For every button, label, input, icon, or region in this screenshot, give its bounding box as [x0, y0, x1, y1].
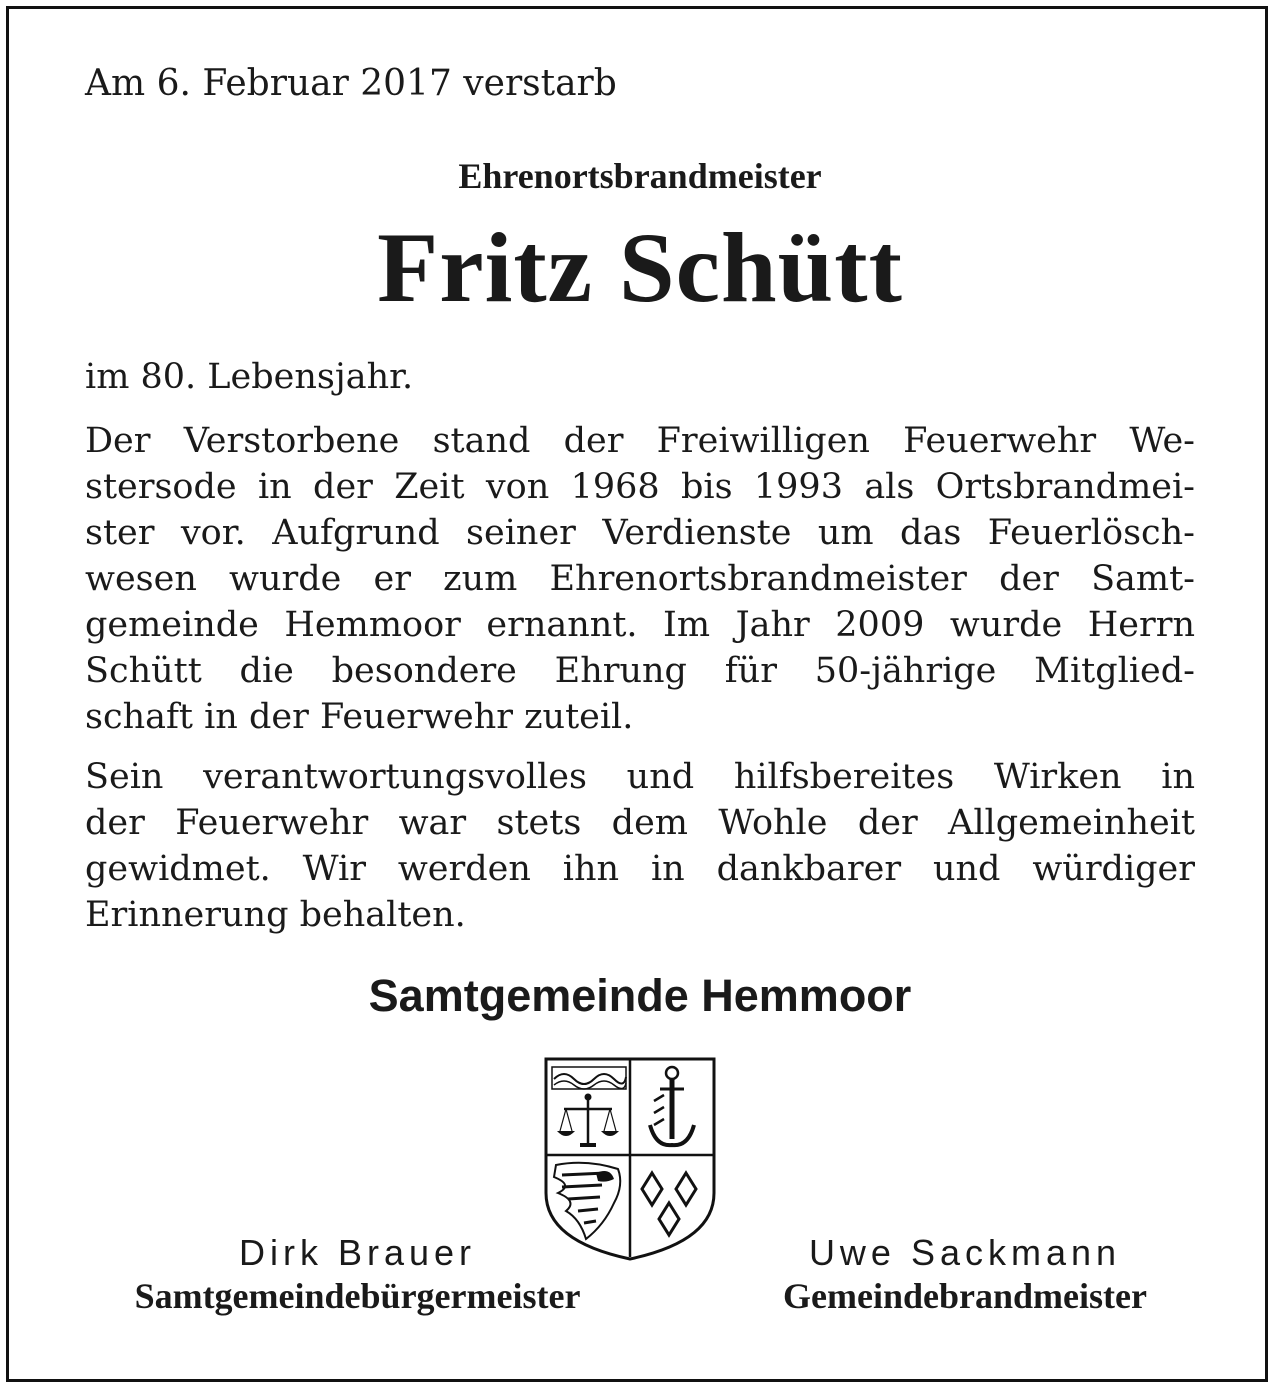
paragraph-line: der Feuerwehr war stets dem Wohle der Allgemeinheit	[85, 803, 1195, 843]
paragraph-line: Sein verantwortungsvolles und hilfsbereites Wirken in	[85, 757, 1195, 797]
signatory-right	[735, 1232, 1195, 1318]
paragraph-line: ster vor. Aufgrund seiner Verdienste um das Feuerlösch-	[85, 513, 1195, 553]
signatory-role: Samtgemeindebürgermeister	[134, 1276, 581, 1316]
paragraph-line: Der Verstorbene stand der Freiwilligen Feuerwehr We-	[85, 421, 1195, 461]
paragraph-line: wesen wurde er zum Ehrenortsbrandmeister der Samt-	[85, 559, 1195, 599]
signatory-name: Dirk Brauer	[238, 1232, 477, 1273]
paragraph-line: Erinnerung behalten.	[85, 895, 466, 935]
signatory-role: Gemeindebrandmeister	[783, 1276, 1147, 1316]
organization-name: Samtgemeinde Hemmoor	[368, 970, 912, 1021]
signatory-name: Uwe Sackmann	[808, 1232, 1122, 1273]
deceased-name: Fritz Schütt	[377, 212, 903, 323]
paragraph-line: gewidmet. Wir werden ihn in dankbarer und würdiger	[85, 849, 1195, 889]
biography-paragraph	[85, 418, 1195, 740]
paragraph-line: schaft in der Feuerwehr zuteil.	[85, 697, 634, 737]
paragraph-line: Schütt die besondere Ehrung für 50-jährige Mitglied-	[85, 651, 1195, 691]
age-line: im 80. Lebensjahr.	[85, 357, 414, 397]
paragraph-line: gemeinde Hemmoor ernannt. Im Jahr 2009 wurde Herrn	[85, 605, 1195, 645]
intro-line: Am 6. Februar 2017 verstarb	[85, 63, 617, 104]
honorary-title: Ehrenortsbrandmeister	[458, 156, 822, 196]
tribute-paragraph	[85, 754, 1195, 938]
signatory-left	[85, 1232, 630, 1318]
paragraph-line: stersode in der Zeit von 1968 bis 1993 als Ortsbrandmei-	[85, 467, 1195, 507]
